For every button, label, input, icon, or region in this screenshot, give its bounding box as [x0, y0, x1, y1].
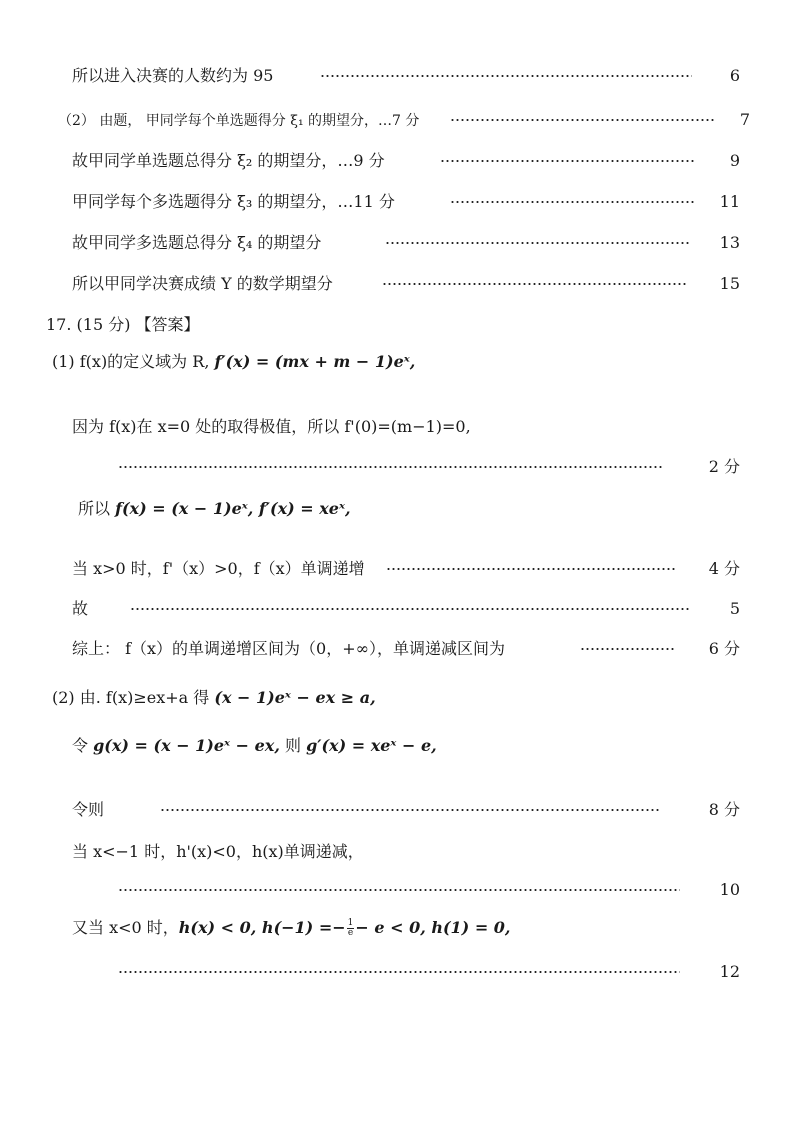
question-heading: 17. (15 分) 【答案】: [46, 315, 200, 334]
text-line: 综上： f（x）的单调递增区间为（0，+∞），单调递减区间为: [72, 639, 505, 658]
math-formula: g(x) = (x − 1)eˣ − ex,: [93, 736, 280, 755]
dot-leader: [320, 75, 692, 77]
line-text: (2) 由. f(x)≥ex+a 得: [52, 688, 215, 707]
math-formula: h(x) < 0, h(−1) =−: [178, 918, 346, 937]
fraction: [347, 919, 355, 938]
fraction-numerator: 1: [347, 918, 354, 928]
text-line: [52, 352, 415, 372]
math-formula: (x − 1)eˣ − ex ≥ a,: [214, 688, 376, 707]
math-formula: f(x) = (x − 1)eˣ, f′(x) = xeˣ,: [115, 499, 351, 518]
text-line: 令则: [72, 800, 105, 819]
score-mark: 9: [729, 151, 740, 170]
text-line: 因为 f(x)在 x=0 处的取得极值，所以 f'(0)=(m−1)=0,: [72, 417, 471, 436]
text-line: 当 x<−1 时，h'(x)<0，h(x)单调递减，: [72, 842, 364, 861]
score-mark: 4 分: [708, 559, 740, 578]
score-mark: 11: [719, 192, 740, 211]
text-line: [78, 499, 351, 519]
dot-leader: [580, 648, 675, 650]
text-line: 甲同学每个多选题得分 ξ₃ 的期望分，…11 分: [72, 192, 395, 211]
score-mark: 12: [719, 962, 740, 981]
line-text: 又当 x<0 时，: [72, 918, 179, 937]
dot-leader: [450, 201, 696, 203]
score-mark: 5: [729, 599, 740, 618]
dot-leader: [385, 242, 690, 244]
score-mark: 8 分: [708, 800, 740, 819]
dot-leader: [382, 283, 687, 285]
score-mark: 10: [719, 880, 740, 899]
dot-leader: [118, 466, 663, 468]
text-line: 当 x>0 时，f'（x）>0，f（x）单调递增: [72, 559, 365, 578]
score-mark: 7: [739, 110, 750, 129]
text-line: 故甲同学单选题总得分 ξ₂ 的期望分，…9 分: [72, 151, 385, 170]
text-line: [72, 736, 437, 756]
score-mark: 6: [729, 66, 740, 85]
score-mark: 15: [719, 274, 740, 293]
line-text: 令: [72, 736, 94, 755]
score-mark: 13: [719, 233, 740, 252]
text-line: 故甲同学多选题总得分 ξ₄ 的期望分: [72, 233, 322, 252]
text-line: [52, 688, 376, 708]
line-text: 所以: [78, 499, 116, 518]
dot-leader: [450, 119, 714, 121]
math-formula: g′(x) = xeˣ − e,: [306, 736, 437, 755]
fraction-denominator: e: [347, 928, 354, 938]
text-line: 故: [72, 599, 89, 618]
dot-leader: [130, 608, 690, 610]
dot-leader: [118, 971, 680, 973]
dot-leader: [118, 889, 680, 891]
dot-leader: [386, 568, 676, 570]
text-line: 所以进入决赛的人数约为 95: [72, 66, 274, 85]
text-line: 所以甲同学决赛成绩 Y 的数学期望分: [72, 274, 333, 293]
text-line: （2） 由题， 甲同学每个单选题得分 ξ₁ 的期望分，…7 分: [58, 113, 420, 129]
score-mark: 6 分: [708, 639, 740, 658]
math-formula: f′(x) = (mx + m − 1)eˣ,: [214, 352, 416, 371]
score-mark: 2 分: [708, 457, 740, 476]
dot-leader: [440, 160, 696, 162]
dot-leader: [160, 809, 660, 811]
line-text: 则: [279, 736, 307, 755]
math-formula: − e < 0, h(1) = 0,: [355, 918, 511, 937]
line-text: (1) f(x)的定义域为 R,: [52, 352, 215, 371]
text-line: [72, 918, 511, 938]
